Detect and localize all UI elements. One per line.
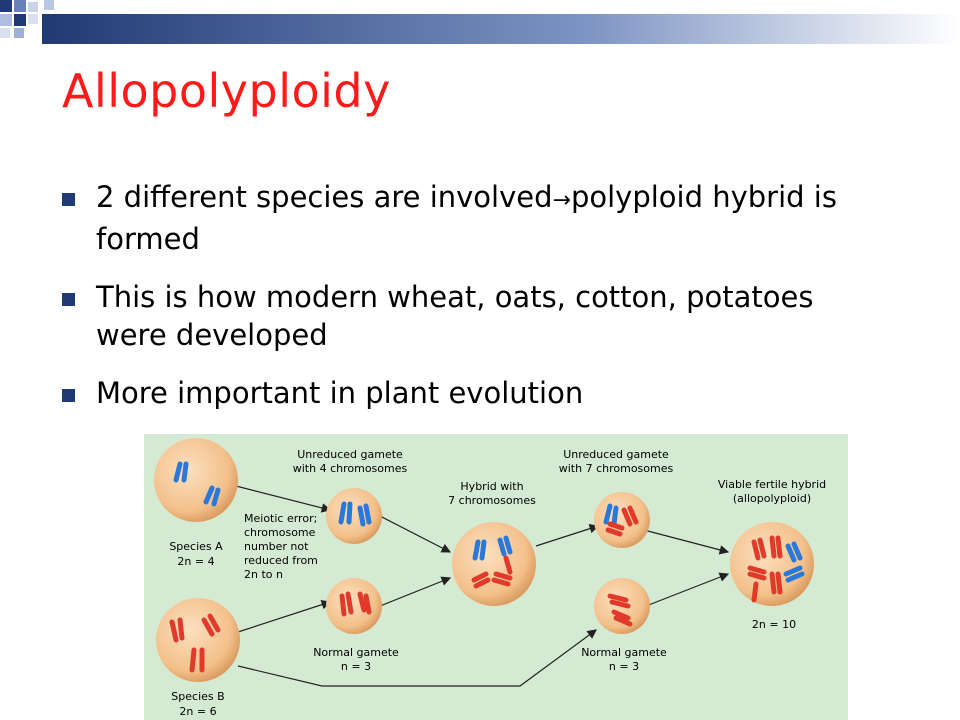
allopolyploidy-diagram — [144, 434, 848, 720]
square-bullet-icon — [62, 293, 75, 306]
bullet-item — [62, 374, 882, 412]
hybrid-cell — [452, 522, 536, 606]
meiotic-error-line3: number not — [244, 540, 309, 553]
bullet-text: More important in plant evolution — [96, 376, 584, 410]
meiotic-error-line5: 2n to n — [244, 568, 283, 581]
normal-gamete-2-label-line1: Normal gamete — [581, 646, 667, 659]
species-b-label: Species B — [171, 690, 225, 703]
square-bullet-icon — [62, 193, 75, 206]
hybrid-gamete-cell — [594, 492, 650, 548]
normal-gamete-label-line1: Normal gamete — [313, 646, 399, 659]
hybrid-label-line2: 7 chromosomes — [448, 494, 536, 507]
bullet-text: This is how modern wheat, oats, cotton, potatoes were developed — [96, 280, 814, 352]
unreduced-gamete-label-line2: with 4 chromosomes — [292, 462, 408, 475]
fertile-hybrid-label-line1: Viable fertile hybrid — [717, 478, 827, 491]
meiotic-error-line1: Meiotic error; — [244, 512, 318, 525]
meiotic-error-line4: reduced from — [244, 554, 318, 567]
normal-gamete-2-label-line2: n = 3 — [608, 660, 640, 673]
slide-title: Allopolyploidy — [62, 64, 391, 118]
meiotic-error-line2: chromosome — [244, 526, 316, 539]
hybrid-gamete-label-line1: Unreduced gamete — [563, 448, 669, 461]
bullet-item — [62, 178, 882, 258]
bullet-text-continued: polyploid hybrid is formed — [96, 180, 837, 256]
fertile-hybrid-label-line2: (allopolyploid) — [732, 492, 812, 505]
fertile-hybrid-ploidy: 2n = 10 — [751, 618, 797, 631]
species-a-ploidy: 2n = 4 — [177, 555, 215, 568]
hybrid-gamete-label-line2: with 7 chromosomes — [558, 462, 674, 475]
header-decoration — [0, 0, 960, 50]
normal-gamete-cell — [326, 578, 382, 634]
arrow-right-icon: → — [552, 188, 571, 213]
species-b-ploidy: 2n = 6 — [179, 705, 217, 718]
bullet-item — [62, 278, 882, 354]
unreduced-gamete-label-line1: Unreduced gamete — [297, 448, 403, 461]
species-a-cell — [154, 438, 238, 522]
species-b-cell — [156, 598, 240, 682]
normal-gamete-label-line2: n = 3 — [340, 660, 372, 673]
bullet-list — [62, 178, 882, 432]
bullet-text: 2 different species are involved — [96, 180, 553, 214]
unreduced-gamete-cell — [326, 488, 382, 544]
species-a-label: Species A — [169, 540, 223, 553]
hybrid-label-line1: Hybrid with — [460, 480, 524, 493]
square-bullet-icon — [62, 389, 75, 402]
